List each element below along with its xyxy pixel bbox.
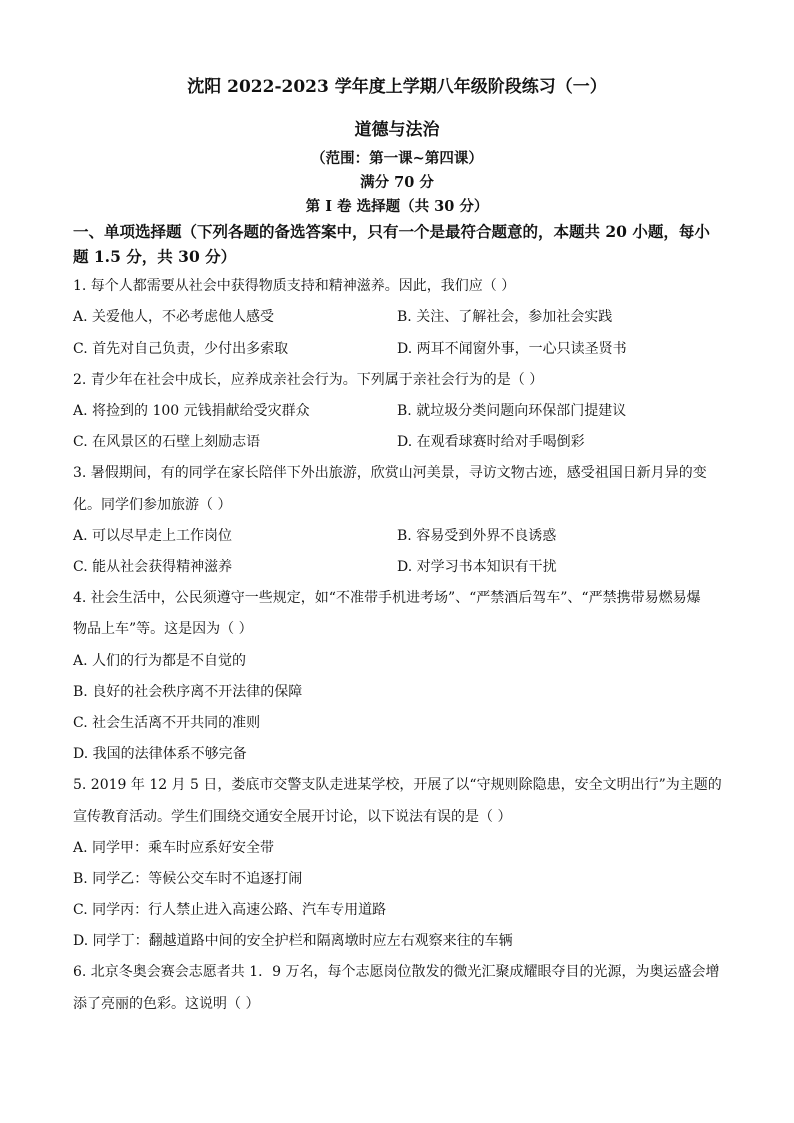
question-3-stem-line2: 化。同学们参加旅游（ ） [73,497,232,513]
section-heading-line2: 题 1.5 分，共 30 分） [73,247,237,266]
full-score-text: 满分 70 分 [360,174,434,191]
section-heading-line1: 一、单项选择题（下列各题的备选答案中，只有一个是最符合题意的，本题共 20 小题，每小 [73,222,710,241]
question-4-stem-line2: 物品上车”等。这是因为（ ） [73,621,253,637]
question-3-option-b: B. 容易受到外界不良诱惑 [397,528,557,544]
question-4-option-d: D. 我国的法律体系不够完备 [73,746,247,762]
question-1-stem: 1. 每个人都需要从社会中获得物质支持和精神滋养。因此，我们应（ ） [73,278,516,294]
question-2-option-a: A. 将捡到的 100 元钱捐献给受灾群众 [73,403,310,419]
question-4-option-b: B. 良好的社会秩序离不开法律的保障 [73,684,303,700]
question-2-stem: 2. 青少年在社会中成长，应养成亲社会行为。下列属于亲社会行为的是（ ） [73,372,544,388]
question-1-option-a: A. 关爱他人，不必考虑他人感受 [73,309,275,325]
question-2-option-d: D. 在观看球赛时给对手喝倒彩 [397,434,585,450]
question-3-stem-line1: 3. 暑假期间，有的同学在家长陪伴下外出旅游，欣赏山河美景，寻访文物古迹，感受祖国日新月异的变 [73,465,707,481]
question-3-option-c: C. 能从社会获得精神滋养 [73,559,233,575]
subject-title: 道德与法治 [354,120,440,140]
question-4-option-a: A. 人们的行为都是不自觉的 [73,653,247,669]
question-4-stem-line1: 4. 社会生活中，公民须遵守一些规定，如“不准带手机进考场”、“严禁酒后驾车”、“严禁携带易燃易爆 [73,590,701,606]
question-5-option-a: A. 同学甲：乘车时应系好安全带 [73,840,275,856]
question-1-option-c: C. 首先对自己负责，少付出多索取 [73,341,289,357]
question-1-option-d: D. 两耳不闻窗外事，一心只读圣贤书 [397,341,627,357]
exam-title: 沈阳 2022-2023 学年度上学期八年级阶段练习（一） [187,77,607,97]
question-6-stem-line2: 添了亮丽的色彩。这说明（ ） [73,996,260,1012]
question-5-option-b: B. 同学乙：等候公交车时不追逐打闹 [73,871,303,887]
question-5-option-c: C. 同学丙：行人禁止进入高速公路、汽车专用道路 [73,902,387,918]
question-5-stem-line2: 宣传教育活动。学生们围绕交通安全展开讨论，以下说法有误的是（ ） [73,809,512,825]
volume-heading: 第 Ⅰ 卷 选择题（共 30 分） [305,198,489,215]
question-3-option-d: D. 对学习书本知识有干扰 [397,559,557,575]
question-1-option-b: B. 关注、了解社会，参加社会实践 [397,309,613,325]
scope-text: （范围：第一课~第四课） [311,150,483,167]
question-3-option-a: A. 可以尽早走上工作岗位 [73,528,233,544]
question-5-option-d: D. 同学丁：翻越道路中间的安全护栏和隔离墩时应左右观察来往的车辆 [73,933,513,949]
question-4-option-c: C. 社会生活离不开共同的准则 [73,715,261,731]
question-2-option-b: B. 就垃圾分类问题向环保部门提建议 [397,403,627,419]
question-6-stem-line1: 6. 北京冬奥会赛会志愿者共 1．9 万名，每个志愿岗位散发的微光汇聚成耀眼夺目的光源，为奥运盛会增 [73,964,720,980]
question-2-option-c: C. 在风景区的石壁上刻励志语 [73,434,261,450]
question-5-stem-line1: 5. 2019 年 12 月 5 日，娄底市交警支队走进某学校，开展了以“守规则除隐患，安全文明出行”为主题的 [73,777,722,793]
